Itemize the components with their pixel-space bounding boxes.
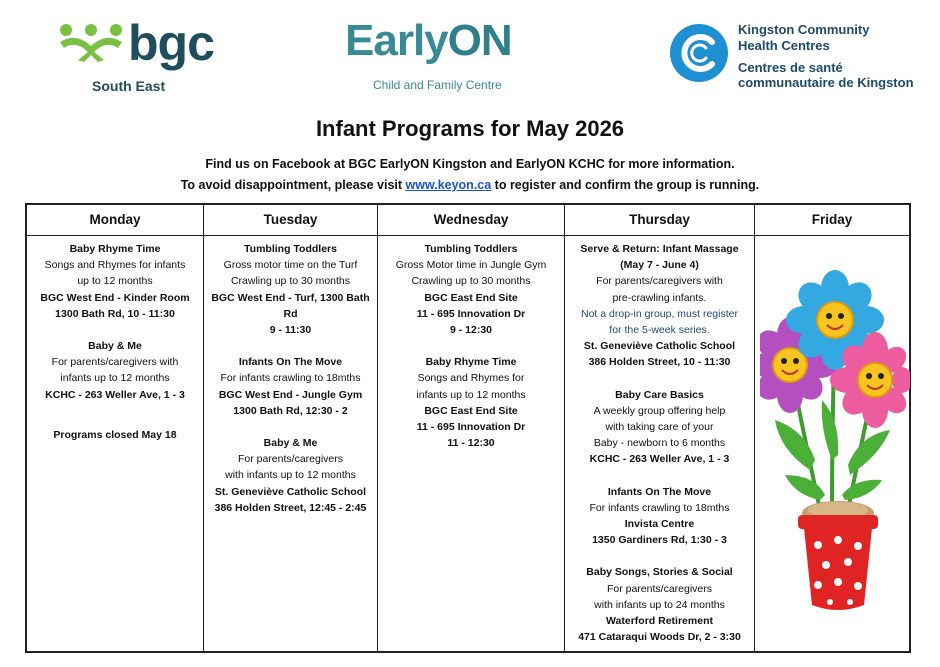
- program-desc: Gross Motor time in Jungle Gym: [395, 259, 547, 272]
- monday-column: [27, 205, 204, 651]
- register-text-pre: To avoid disappointment, please visit: [180, 178, 406, 192]
- program-desc: Baby - newborn to 6 months: [593, 437, 726, 450]
- program-location: BGC East End Site: [424, 291, 518, 304]
- tuesday-programs: [204, 236, 377, 516]
- monday-header: Monday: [27, 205, 203, 236]
- kchc-line4: communautaire de Kingston: [738, 75, 914, 90]
- bgc-logo: [58, 15, 218, 100]
- kchc-name-en: [738, 22, 869, 54]
- thursday-header: Thursday: [565, 205, 754, 236]
- thursday-programs: [565, 236, 754, 645]
- program-desc: For infants crawling to 18mths: [220, 372, 361, 385]
- program-title: Serve & Return: Infant Massage: [580, 243, 739, 255]
- friday-header: Friday: [755, 205, 909, 236]
- bgc-people-icon: [58, 22, 124, 62]
- earlyon-logo: [345, 16, 525, 102]
- kchc-logo: [668, 20, 914, 95]
- kchc-line3: Centres de santé: [738, 60, 843, 75]
- program-dates: (May 7 - June 4): [620, 259, 699, 272]
- program-title: Baby Rhyme Time: [69, 243, 161, 255]
- program-location: KCHC - 263 Weller Ave, 1 - 3: [589, 453, 730, 466]
- program-location: KCHC - 263 Weller Ave, 1 - 3: [45, 388, 185, 401]
- program-title: Tumbling Toddlers: [244, 243, 337, 255]
- pot-icon: [798, 515, 878, 610]
- program-location: Waterford Retirement: [606, 615, 713, 628]
- program-title: Infants On The Move: [238, 356, 343, 369]
- bgc-wordmark: bgc: [128, 15, 214, 71]
- kchc-name-fr: [738, 60, 914, 90]
- program-desc: Songs and Rhymes for infants: [44, 259, 186, 272]
- program-desc: Gross motor time on the Turf: [223, 259, 358, 272]
- tuesday-header: Tuesday: [204, 205, 377, 236]
- earlyon-word-on: ON: [447, 16, 512, 65]
- page-title: Infant Programs for May 2026: [315, 116, 625, 141]
- program-location: 11 - 695 Innovation Dr: [416, 421, 526, 434]
- registration-note: for the 5-week series.: [609, 324, 710, 337]
- program-desc: Songs and Rhymes for: [417, 372, 525, 385]
- program-desc: Crawling up to 30 months: [230, 275, 351, 288]
- program-location: BGC East End Site: [424, 404, 518, 417]
- kchc-line2: Health Centres: [738, 38, 830, 53]
- program-desc: with infants up to 12 months: [225, 469, 356, 482]
- program-desc: For parents/caregivers: [237, 453, 344, 466]
- program-title: Baby Songs, Stories & Social: [586, 566, 733, 579]
- program-title: Baby & Me: [88, 340, 142, 353]
- registration-note: Not a drop-in group, must register: [581, 307, 738, 320]
- facebook-info: Find us on Facebook at BGC EarlyON Kingston and EarlyON KCHC for more information.: [205, 157, 735, 171]
- kchc-circle-icon: [668, 22, 730, 84]
- keyon-link[interactable]: www.keyon.ca: [405, 178, 492, 192]
- program-location: St. Geneviève Catholic School: [583, 340, 736, 353]
- wednesday-programs: [378, 236, 564, 451]
- program-desc: with taking care of your: [605, 421, 714, 434]
- earlyon-word-early: Early: [345, 16, 448, 65]
- program-time: 471 Cataraqui Woods Dr, 2 - 3:30: [578, 631, 741, 644]
- program-time: 1300 Bath Rd, 10 - 11:30: [55, 307, 175, 320]
- program-location: BGC West End - Jungle Gym: [218, 388, 363, 401]
- program-time: 386 Holden Street, 12:45 - 2:45: [214, 501, 367, 514]
- program-desc: A weekly group offering help: [593, 404, 726, 417]
- monday-programs: [27, 236, 203, 443]
- program-desc: infants up to 12 months: [416, 388, 526, 401]
- program-title: Baby & Me: [263, 437, 318, 450]
- earlyon-wordmark: [345, 16, 512, 66]
- program-title: Infants On The Move: [607, 485, 712, 498]
- program-time: 9 - 12:30: [449, 324, 493, 337]
- flower-pot-illustration: [760, 270, 910, 615]
- closure-note: Programs closed May 18: [53, 428, 177, 441]
- wednesday-header: Wednesday: [378, 205, 564, 236]
- kchc-line1: Kingston Community: [738, 22, 870, 37]
- bgc-subtitle: South East: [92, 78, 166, 94]
- thursday-column: [565, 205, 755, 651]
- program-desc: pre-crawling infants.: [612, 291, 707, 304]
- program-time: 11 - 12:30: [447, 437, 495, 450]
- program-location: BGC West End - Turf, 1300 Bath Rd: [211, 291, 370, 320]
- program-desc: For parents/caregivers with: [596, 275, 723, 288]
- program-title: Baby Care Basics: [615, 388, 704, 401]
- program-title: Baby Rhyme Time: [425, 356, 517, 369]
- earlyon-subtitle: Child and Family Centre: [373, 78, 502, 92]
- program-location: Invista Centre: [624, 518, 695, 531]
- program-desc: Crawling up to 30 months: [411, 275, 531, 288]
- register-text-post: to register and confirm the group is running.: [491, 178, 760, 192]
- program-time: 9 - 11:30: [269, 324, 312, 337]
- program-location: BGC West End - Kinder Room: [40, 291, 190, 304]
- program-desc: For parents/caregivers with: [51, 356, 179, 369]
- program-time: 1300 Bath Rd, 12:30 - 2: [233, 404, 348, 417]
- program-time: 1350 Gardiners Rd, 1:30 - 3: [592, 534, 727, 547]
- tuesday-column: [204, 205, 378, 651]
- program-location: St. Geneviève Catholic School: [214, 485, 367, 498]
- register-info: [0, 178, 940, 192]
- program-location: 11 - 695 Innovation Dr: [416, 307, 526, 320]
- program-desc: infants up to 12 months: [60, 372, 170, 385]
- program-title: Tumbling Toddlers: [424, 243, 518, 255]
- program-desc: with infants up to 24 months: [594, 598, 725, 611]
- program-desc: up to 12 months: [77, 275, 153, 288]
- program-desc: For infants crawling to 18mths: [589, 501, 730, 514]
- program-time: 386 Holden Street, 10 - 11:30: [588, 356, 731, 369]
- program-desc: For parents/caregivers: [606, 582, 713, 595]
- wednesday-column: [378, 205, 565, 651]
